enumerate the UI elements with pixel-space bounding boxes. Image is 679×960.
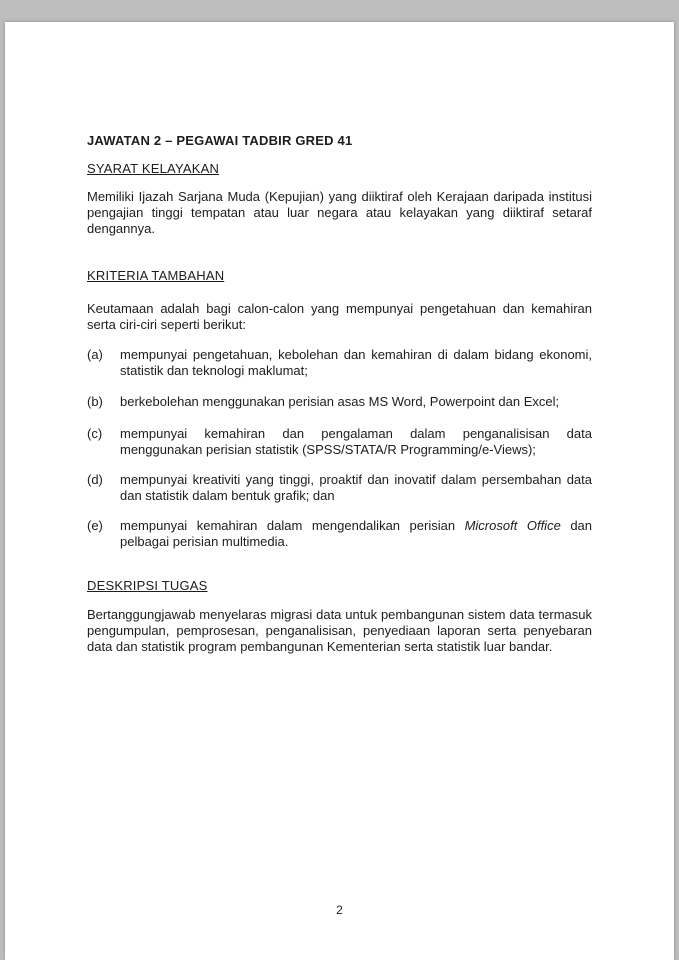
item-text-c: mempunyai kemahiran dan pengalaman dalam penganalisisan data menggunakan perisian statistik (SPSS/STATA/R Programming/e-Views);	[120, 426, 592, 457]
item-label-a: (a)	[87, 347, 103, 362]
heading-kriteria-tambahan: KRITERIA TAMBAHAN	[87, 268, 225, 283]
item-text-d: mempunyai kreativiti yang tinggi, proaktif dan inovatif dalam persembahan data dan statistik dalam bentuk grafik; dan	[120, 472, 592, 503]
item-text-a: mempunyai pengetahuan, kebolehan dan kemahiran di dalam bidang ekonomi, statistik dan teknologi maklumat;	[120, 347, 592, 378]
item-label-d: (d)	[87, 472, 103, 487]
deskripsi-tugas-paragraph: Bertanggungjawab menyelaras migrasi data untuk pembangunan sistem data termasuk pengumpulan, pemprosesan, penganalisisan, penyediaan laporan serta penyebaran data dan statistik program pembangunan Kementerian serta statistik luar bandar.	[87, 607, 592, 654]
document-content	[5, 22, 674, 655]
item-text-e	[120, 518, 592, 550]
list-item-b	[87, 394, 592, 410]
document-page	[5, 22, 674, 960]
list-item-c	[87, 426, 592, 458]
kriteria-intro-paragraph: Keutamaan adalah bagi calon-calon yang mempunyai pengetahuan dan kemahiran serta ciri-ciri seperti berikut:	[87, 301, 592, 332]
item-label-e: (e)	[87, 518, 103, 533]
heading-syarat-kelayakan: SYARAT KELAYAKAN	[87, 161, 220, 176]
item-text-e-after: dan pelbagai perisian multimedia.	[120, 518, 593, 549]
item-text-e-before: mempunyai kemahiran dalam mengendalikan perisian	[120, 518, 465, 533]
syarat-kelayakan-paragraph: Memiliki Ijazah Sarjana Muda (Kepujian) yang diiktiraf oleh Kerajaan daripada institusi pengajian tinggi tempatan atau luar negara atau kelayakan yang diiktiraf setaraf dengannya.	[87, 189, 592, 236]
list-item-e	[87, 518, 592, 550]
heading-deskripsi-tugas: DESKRIPSI TUGAS	[87, 578, 208, 593]
criteria-list	[87, 347, 592, 550]
item-label-b: (b)	[87, 394, 103, 409]
job-title: JAWATAN 2 – PEGAWAI TADBIR GRED 41	[87, 133, 353, 148]
page-number: 2	[336, 903, 343, 917]
item-label-c: (c)	[87, 426, 103, 441]
item-text-b: berkebolehan menggunakan perisian asas MS Word, Powerpoint dan Excel;	[120, 394, 560, 409]
list-item-d	[87, 472, 592, 504]
item-text-e-italic: Microsoft Office	[464, 518, 561, 533]
list-item-a	[87, 347, 592, 379]
